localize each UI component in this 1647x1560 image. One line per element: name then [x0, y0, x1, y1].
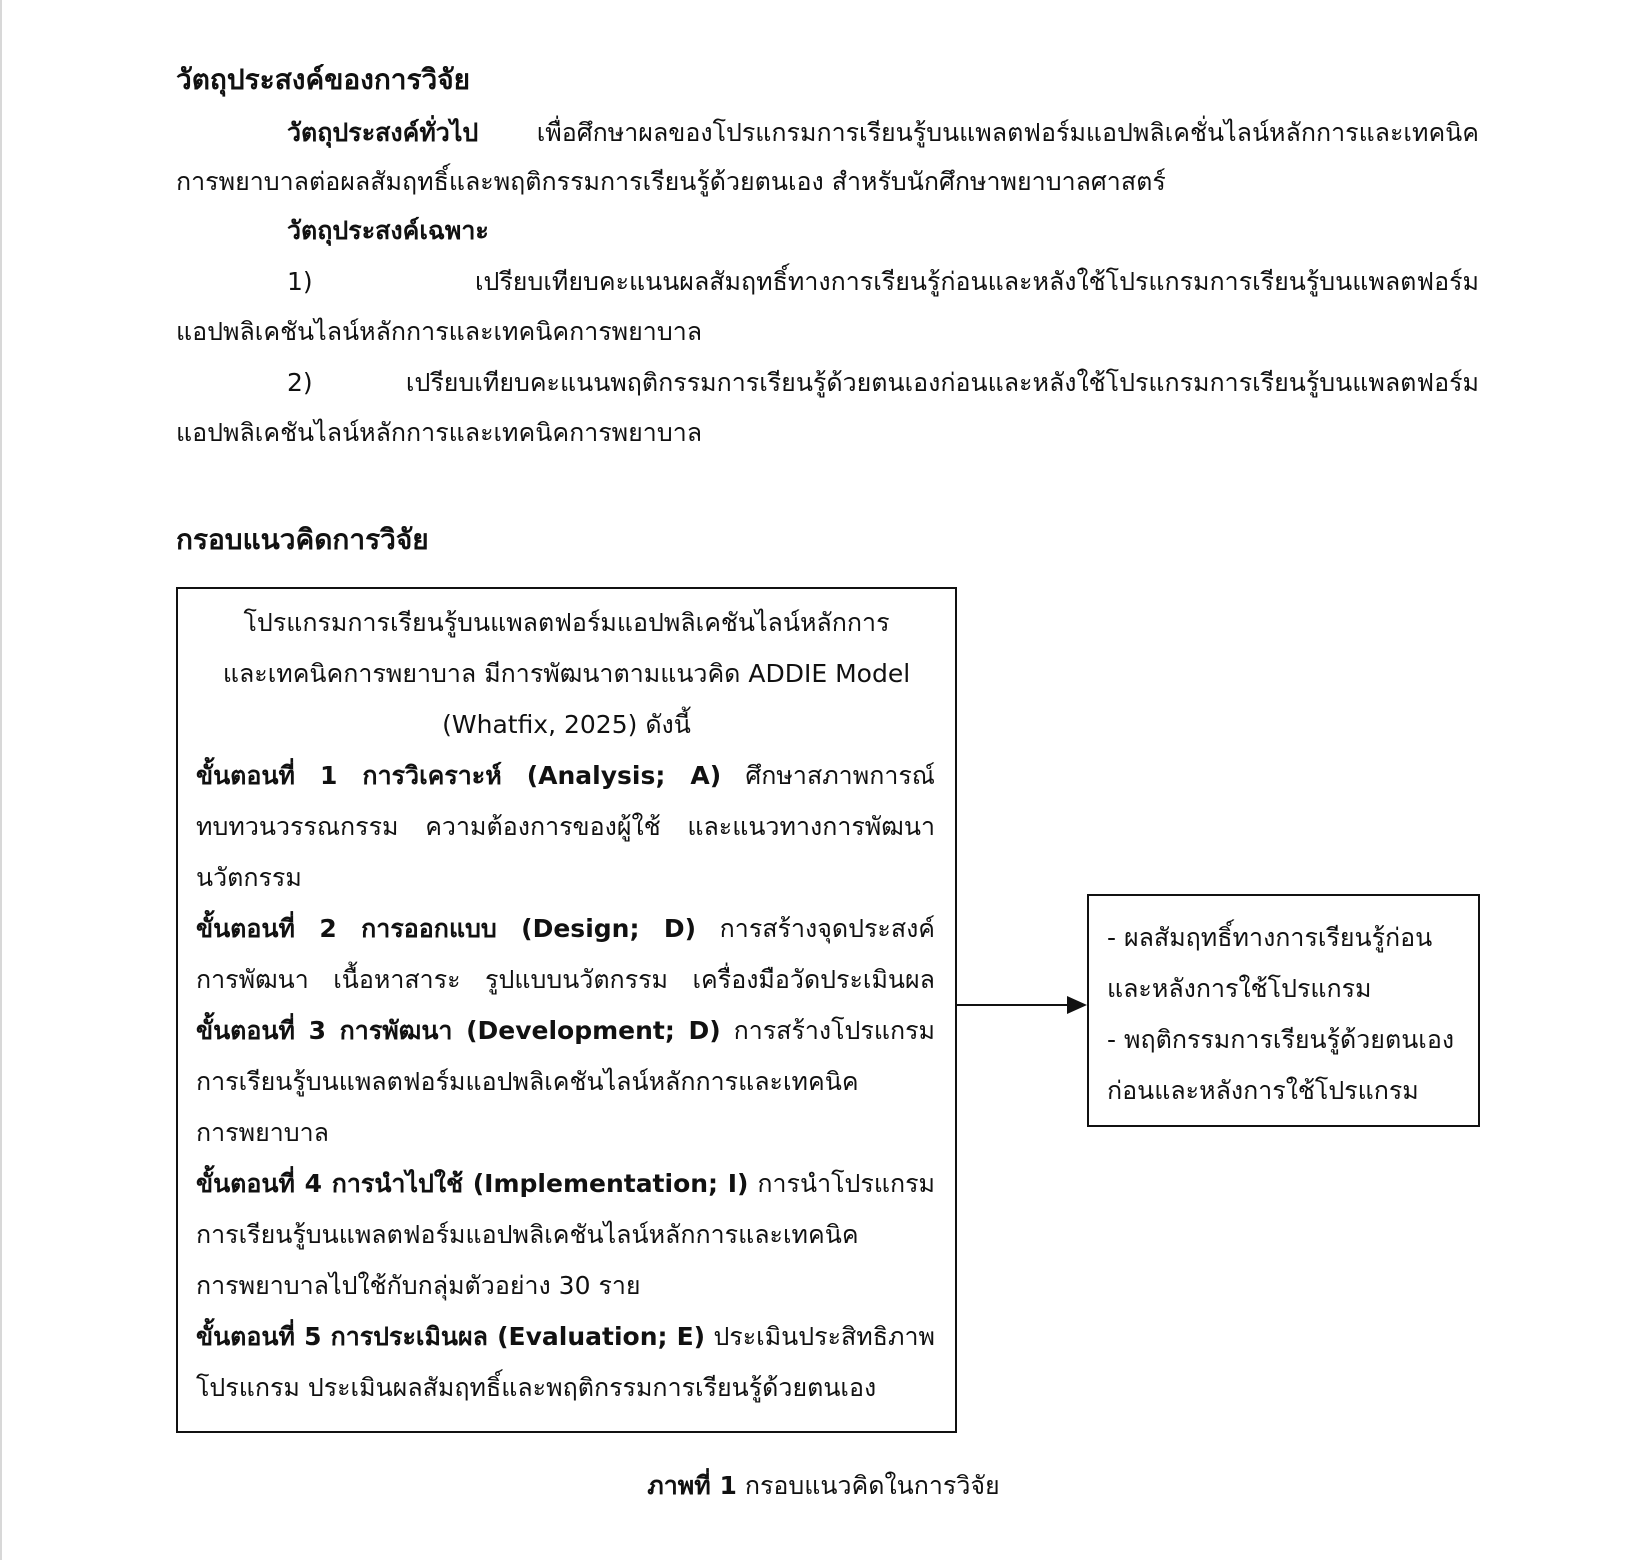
step-5-line1: ขั้นตอนที่ 5 การประเมินผล (Evaluation; E) ประเมินประสิทธิภาพ [196, 1322, 935, 1351]
specific-objective-1-line1: 1) เปรียบเทียบคะแนนผลสัมฤทธิ์ทางการเรียนรู้ก่อนและหลังใช้โปรแกรมการเรียนรู้บนแพลตฟอร์ม [287, 267, 1479, 296]
general-objective-line2: การพยาบาลต่อผลสัมฤทธิ์และพฤติกรรมการเรียนรู้ด้วยตนเอง สำหรับนักศึกษาพยาบาลศาสตร์ [176, 167, 1166, 196]
step-3-line3: การพยาบาล [196, 1118, 329, 1147]
specific-objective-2-line1: 2) เปรียบเทียบคะแนนพฤติกรรมการเรียนรู้ด้วยตนเองก่อนและหลังใช้โปรแกรมการเรียนรู้บนแพลตฟอร์ม [287, 368, 1479, 397]
general-objective-label: วัตถุประสงค์ทั่วไป [287, 118, 479, 147]
program-intro-line3: (Whatfix, 2025) ดังนี้ [442, 710, 691, 739]
program-intro-line2: และเทคนิคการพยาบาล มีการพัฒนาตามแนวคิด ADDIE Model [222, 659, 911, 688]
framework-heading: กรอบแนวคิดการวิจัย [176, 523, 429, 556]
step-1-line2: ทบทวนวรรณกรรม ความต้องการของผู้ใช้ และแนวทางการพัฒนา [196, 812, 935, 841]
objectives-heading: วัตถุประสงค์ของการวิจัย [176, 63, 471, 96]
framework-arrow-icon [957, 995, 1089, 1015]
specific-objective-2-line2: แอปพลิเคชันไลน์หลักการและเทคนิคการพยาบาล [176, 418, 703, 447]
step-3-line1: ขั้นตอนที่ 3 การพัฒนา (Development; D) การสร้างโปรแกรม [196, 1016, 935, 1045]
specific-objective-label: วัตถุประสงค์เฉพาะ [287, 216, 489, 245]
figure-caption-label: ภาพที่ 1 [647, 1471, 737, 1500]
step-1-line3: นวัตกรรม [196, 863, 302, 892]
step-2-line1: ขั้นตอนที่ 2 การออกแบบ (Design; D) การสร้างจุดประสงค์ [196, 914, 936, 943]
general-objective-line1: วัตถุประสงค์ทั่วไป เพื่อศึกษาผลของโปรแกรมการเรียนรู้บนแพลตฟอร์มแอปพลิเคชั่นไลน์หลักการและเทคนิค [287, 118, 1479, 147]
figure-caption [0, 1466, 1647, 1506]
outcome-box [1087, 894, 1480, 1127]
figure-caption-text: กรอบแนวคิดในการวิจัย [744, 1471, 1000, 1500]
program-intro-line1: โปรแกรมการเรียนรู้บนแพลตฟอร์มแอปพลิเคชันไลน์หลักการ [243, 608, 890, 637]
step-4-line1: ขั้นตอนที่ 4 การนำไปใช้ (Implementation; I) การนำโปรแกรม [196, 1169, 935, 1198]
step-4-line2: การเรียนรู้บนแพลตฟอร์มแอปพลิเคชันไลน์หลักการและเทคนิค [196, 1220, 859, 1249]
step-4-line3: การพยาบาลไปใช้กับกลุ่มตัวอย่าง 30 ราย [196, 1271, 641, 1300]
outcome-line4: ก่อนและหลังการใช้โปรแกรม [1107, 1076, 1419, 1105]
specific-objective-1-line2: แอปพลิเคชันไลน์หลักการและเทคนิคการพยาบาล [176, 317, 703, 346]
step-5-line2: โปรแกรม ประเมินผลสัมฤทธิ์และพฤติกรรมการเรียนรู้ด้วยตนเอง [196, 1373, 877, 1402]
step-1-line1: ขั้นตอนที่ 1 การวิเคราะห์ (Analysis; A) ศึกษาสภาพการณ์ [196, 761, 935, 790]
page-edge [0, 0, 2, 1560]
outcome-line1: - ผลสัมฤทธิ์ทางการเรียนรู้ก่อน [1107, 923, 1433, 952]
step-3-line2: การเรียนรู้บนแพลตฟอร์มแอปพลิเคชันไลน์หลักการและเทคนิค [196, 1067, 859, 1096]
program-box [176, 587, 957, 1433]
outcome-line3: - พฤติกรรมการเรียนรู้ด้วยตนเอง [1107, 1025, 1455, 1054]
step-2-line2: การพัฒนา เนื้อหาสาระ รูปแบบนวัตกรรม เครื่องมือวัดประเมินผล [196, 965, 935, 994]
outcome-line2: และหลังการใช้โปรแกรม [1107, 974, 1372, 1003]
